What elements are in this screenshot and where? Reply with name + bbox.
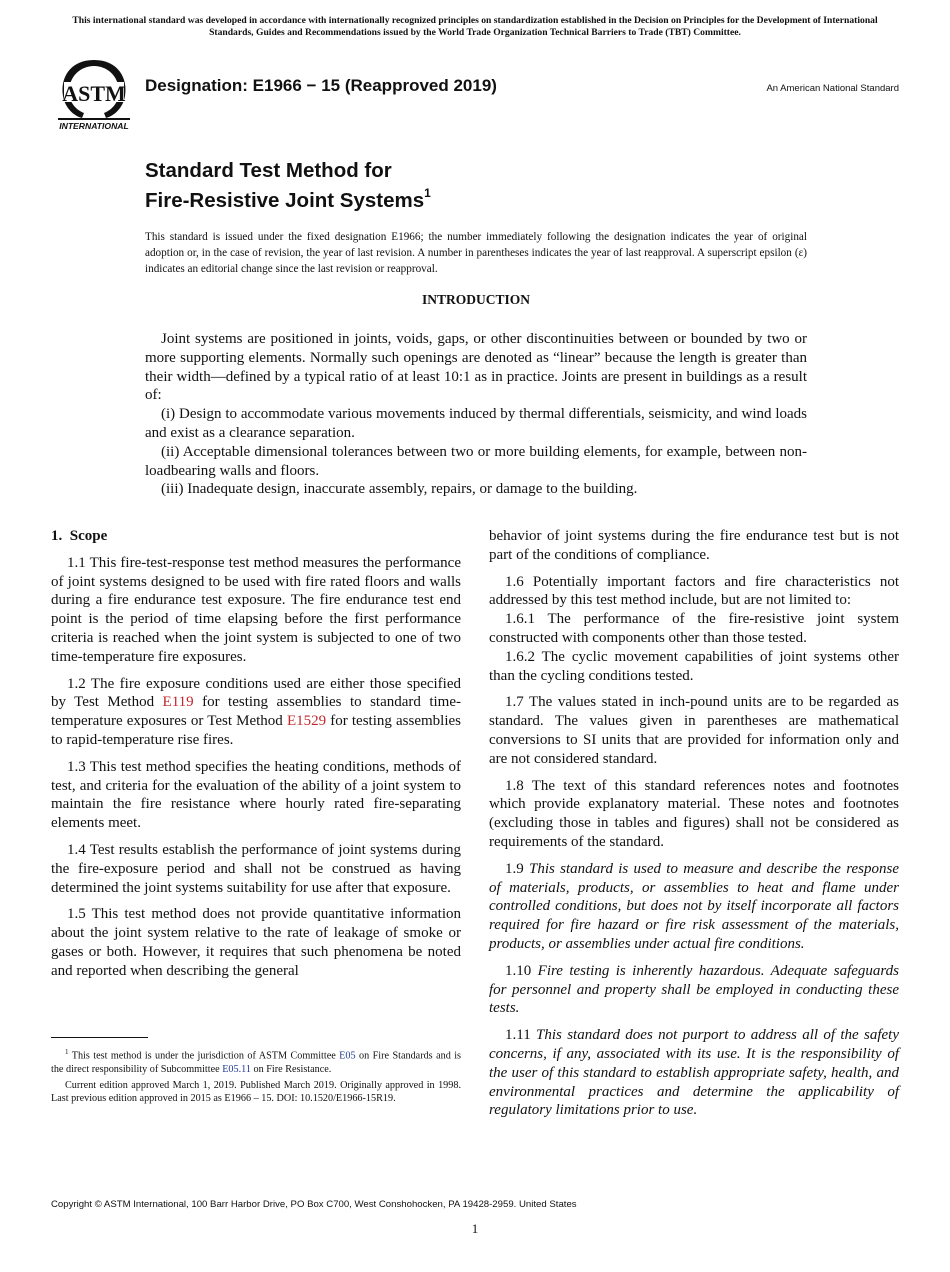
footnote-1-text-c: on Fire Resistance.: [250, 1063, 332, 1075]
section-1-3: 1.3 This test method specifies the heating conditions, methods of test, and criteria for the evaluation of the ability of a joint system to maintain the fire resistance where hourly rated fire-separating elements meet.: [51, 758, 461, 832]
section-1-11-text: This standard does not purport to address all of the safety concerns, if any, associated with its use. It is the responsibility of the user of this standard to establish appropriate safety, health, and environmental practices and determine the applicability of regulatory limitations prior to use.: [489, 1027, 900, 1119]
issue-note: This standard is issued under the fixed designation E1966; the number immediately following the designation indicates the year of original adoption or, in the case of revision, the year of last revision. A number in parentheses indicates the year of last reapproval. A superscript epsilon (ε) indicates an editorial change since the last revision or reapproval.: [145, 231, 807, 275]
introduction: [145, 330, 807, 499]
e119-link[interactable]: E119: [162, 694, 194, 711]
title-footnote-mark[interactable]: 1: [424, 186, 431, 200]
designation: Designation: E1966 − 15 (Reapproved 2019): [145, 76, 497, 95]
footnote-edition: Current edition approved March 1, 2019. Published March 2019. Originally approved in 1998. Last previous edition approved in 2015 as E1966 – 15. DOI: 10.1520/E1966-15R19.: [51, 1079, 461, 1105]
section-1-10-text: Fire testing is inherently hazardous. Adequate safeguards for personnel and property shall be employed in conducting these tests.: [489, 962, 900, 1017]
page-title: [145, 159, 431, 213]
logo-text: ASTM: [62, 81, 126, 106]
section-1-9-text: This standard is used to measure and describe the response of materials, products, or assemblies to heat and flame under controlled conditions, but does not by itself incorporate all factors required for fire hazard or fire risk assessment of the materials, products, or assemblies under actual fire conditions.: [489, 860, 899, 952]
section-1-6-1: 1.6.1 The performance of the fire-resistive joint system constructed with components other than those tested.: [489, 611, 899, 646]
astm-logo-icon: [54, 58, 134, 132]
left-column: [51, 527, 461, 981]
section-1-9-number: 1.9: [505, 860, 530, 877]
logo-subtext: INTERNATIONAL: [59, 121, 129, 131]
section-1-6-2: 1.6.2 The cyclic movement capabilities of joint systems other than the cycling conditions tested.: [489, 648, 899, 684]
e1529-link[interactable]: E1529: [286, 713, 327, 730]
right-column: [489, 527, 899, 1128]
section-1-9: [489, 860, 899, 954]
section-1-6: 1.6 Potentially important factors and fire characteristics not addressed by this test method include, but are not limited to:: [489, 573, 899, 609]
astm-logo: [54, 58, 134, 132]
introduction-heading: INTRODUCTION: [421, 292, 530, 307]
title-line-2-text: Fire-Resistive Joint Systems: [145, 188, 425, 212]
subcommittee-e05-11-link[interactable]: E05.11: [222, 1063, 251, 1075]
section-1-10: [489, 962, 899, 1018]
section-1-7: 1.7 The values stated in inch-pound units are to be regarded as standard. The values given in parentheses are mathematical conversions to SI units that are provided for information only and are not considered standard.: [489, 694, 899, 767]
committee-e05-link[interactable]: E05: [339, 1050, 356, 1062]
footnote-divider: [51, 1037, 148, 1038]
top-notice: This international standard was developed in accordance with internationally recognized principles on standardization established in the Decision on Principles for the Development of International Standards, Guides and Recommendations issued by the World Trade Organization Technical Barriers to Trade (TBT) Committee.: [72, 15, 878, 38]
intro-paragraph: Joint systems are positioned in joints, voids, gaps, or other discontinuities between or bounded by two or more supporting elements. Normally such openings are denoted as “linear” because the length is greater than their width—defined by a typical ratio of at least 10:1 as in practice. Joints are present in buildings as a result of:: [145, 331, 807, 404]
section-1-5-part-2: behavior of joint systems during the fire endurance test but is not part of the conditions of compliance.: [489, 528, 899, 563]
footnote-1-text-b: on Fire Standards and is the direct responsibility of Subcommittee: [51, 1050, 462, 1075]
footnote-1: [51, 1046, 461, 1077]
title-line-1: Standard Test Method for: [145, 159, 392, 182]
section-1-4: 1.4 Test results establish the performance of joint systems during the fire-exposure period and shall not be construed as having determined the joint systems suitability for use after that exposure.: [51, 841, 461, 896]
intro-paragraph: (i) Design to accommodate various movements induced by thermal differentials, seismicity, and wind loads and exist as a clearance separation.: [145, 406, 807, 441]
section-1-2-text-a: 1.2 The fire exposure conditions used are either those specified by Test Method: [51, 675, 461, 711]
section-1-11-number: 1.11: [505, 1027, 537, 1044]
section-1-2-text-c: for testing assemblies to rapid-temperature rise fires.: [51, 713, 461, 748]
scope-heading-label: Scope: [69, 528, 108, 544]
title-line-2: [145, 183, 431, 213]
national-standard-label: An American National Standard: [766, 83, 899, 94]
section-1-5-part-1: 1.5 This test method does not provide quantitative information about the joint system relative to the rate of leakage of smoke or gases or both. However, it requires that such phenomena be noted and reported when describing the general: [51, 906, 461, 979]
footnote-1-text-a: This test method is under the jurisdiction of ASTM Committee: [68, 1050, 340, 1062]
footnotes: [51, 1046, 461, 1108]
section-1-8: 1.8 The text of this standard references notes and footnotes which provide explanatory material. These notes and footnotes (excluding those in tables and figures) shall not be considered as requirements of the standard.: [489, 777, 899, 850]
section-1-1: 1.1 This fire-test-response test method measures the performance of joint systems designed to be used with fire rated floors and walls during a fire endurance test exposure. The fire endurance test end point is the period of time elapsing before the first performance criteria is reached when the joint system is subjected to one of two time-temperature fire exposures.: [51, 554, 461, 665]
section-1-11: [489, 1026, 899, 1120]
page-number: 1: [471, 1221, 479, 1236]
intro-paragraph: (iii) Inadequate design, inaccurate assembly, repairs, or damage to the building.: [161, 481, 638, 498]
section-1-2-text-b: for testing assemblies to standard time-temperature exposures or Test Method: [51, 694, 461, 730]
section-1-10-number: 1.10: [505, 962, 538, 979]
intro-paragraph: (ii) Acceptable dimensional tolerances between two or more building elements, for example, between non-loadbearing walls and floors.: [145, 443, 807, 479]
scope-heading-number: 1.: [51, 528, 63, 544]
scope-heading: [51, 527, 461, 546]
section-1-2: [51, 675, 461, 750]
copyright: Copyright © ASTM International, 100 Barr Harbor Drive, PO Box C700, West Conshohocken, PA 19428-2959. United States: [51, 1199, 577, 1210]
footnote-1-mark: 1: [65, 1048, 69, 1056]
